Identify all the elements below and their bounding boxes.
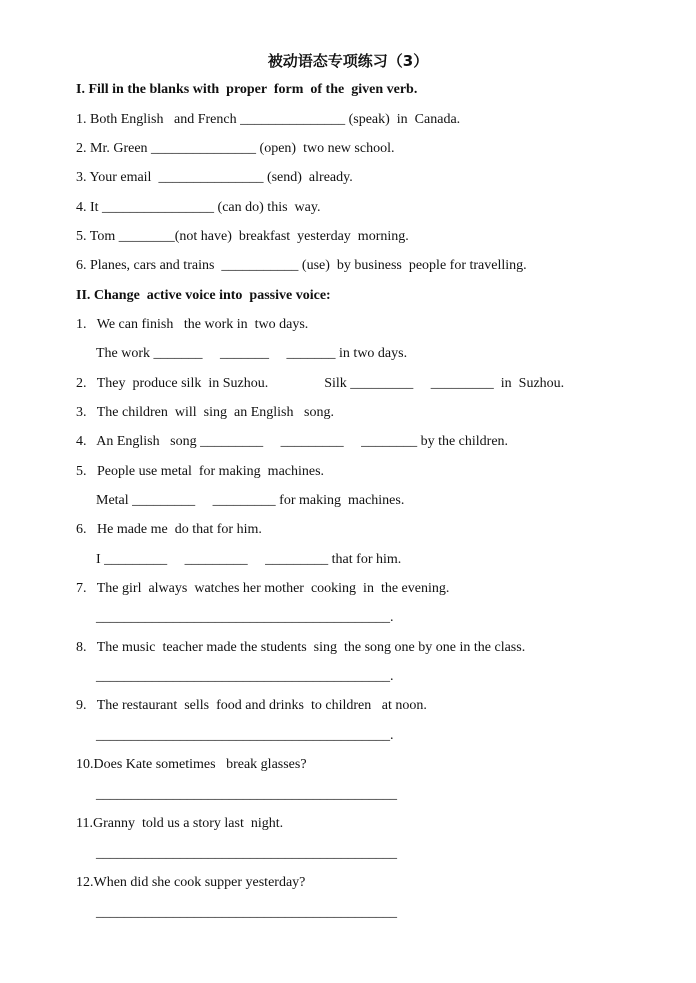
exercise-item: 3. The children will sing an English song. xyxy=(76,405,334,420)
exercise-item: 3. Your email _______________ (send) already. xyxy=(76,170,353,185)
exercise-item: 6. He made me do that for him. xyxy=(76,522,262,537)
answer-line: ___________________________________________ xyxy=(96,787,397,802)
exercise-item: 12.When did she cook supper yesterday? xyxy=(76,875,306,890)
answer-line: __________________________________________. xyxy=(96,669,394,684)
section2-heading: II. Change active voice into passive voice: xyxy=(76,288,331,303)
exercise-item: 11.Granny told us a story last night. xyxy=(76,816,284,831)
answer-line: The work _______ _______ _______ in two days. xyxy=(96,346,408,361)
answer-line: ___________________________________________ xyxy=(96,846,397,861)
exercise-item: 4. It ________________ (can do) this way. xyxy=(76,200,321,215)
exercise-item: 6. Planes, cars and trains ___________ (use) by business people for travelling. xyxy=(76,258,527,273)
exercise-item: 2. Mr. Green _______________ (open) two new school. xyxy=(76,141,395,156)
exercise-item: 1. We can finish the work in two days. xyxy=(76,317,309,332)
exercise-item: 5. Tom ________(not have) breakfast yesterday morning. xyxy=(76,229,409,244)
section1-heading: I. Fill in the blanks with proper form of the given verb. xyxy=(76,82,418,97)
exercise-item: 2. They produce silk in Suzhou. Silk _________ _________ in Suzhou. xyxy=(76,376,565,391)
answer-line: ___________________________________________ xyxy=(96,905,397,920)
exercise-item: 9. The restaurant sells food and drinks to children at noon. xyxy=(76,698,427,713)
exercise-item: 4. An English song _________ _________ ________ by the children. xyxy=(76,434,509,449)
answer-line: __________________________________________. xyxy=(96,728,394,743)
exercise-item: 7. The girl always watches her mother cooking in the evening. xyxy=(76,581,450,596)
answer-line: Metal _________ _________ for making machines. xyxy=(96,493,405,508)
exercise-item: 1. Both English and French _______________ (speak) in Canada. xyxy=(76,112,461,127)
answer-line: I _________ _________ _________ that for him. xyxy=(96,552,402,567)
exercise-item: 5. People use metal for making machines. xyxy=(76,464,325,479)
answer-line: __________________________________________. xyxy=(96,610,394,625)
exercise-item: 10.Does Kate sometimes break glasses? xyxy=(76,757,307,772)
page-title: 被动语态专项练习（3） xyxy=(267,52,429,70)
exercise-item: 8. The music teacher made the students sing the song one by one in the class. xyxy=(76,640,526,655)
